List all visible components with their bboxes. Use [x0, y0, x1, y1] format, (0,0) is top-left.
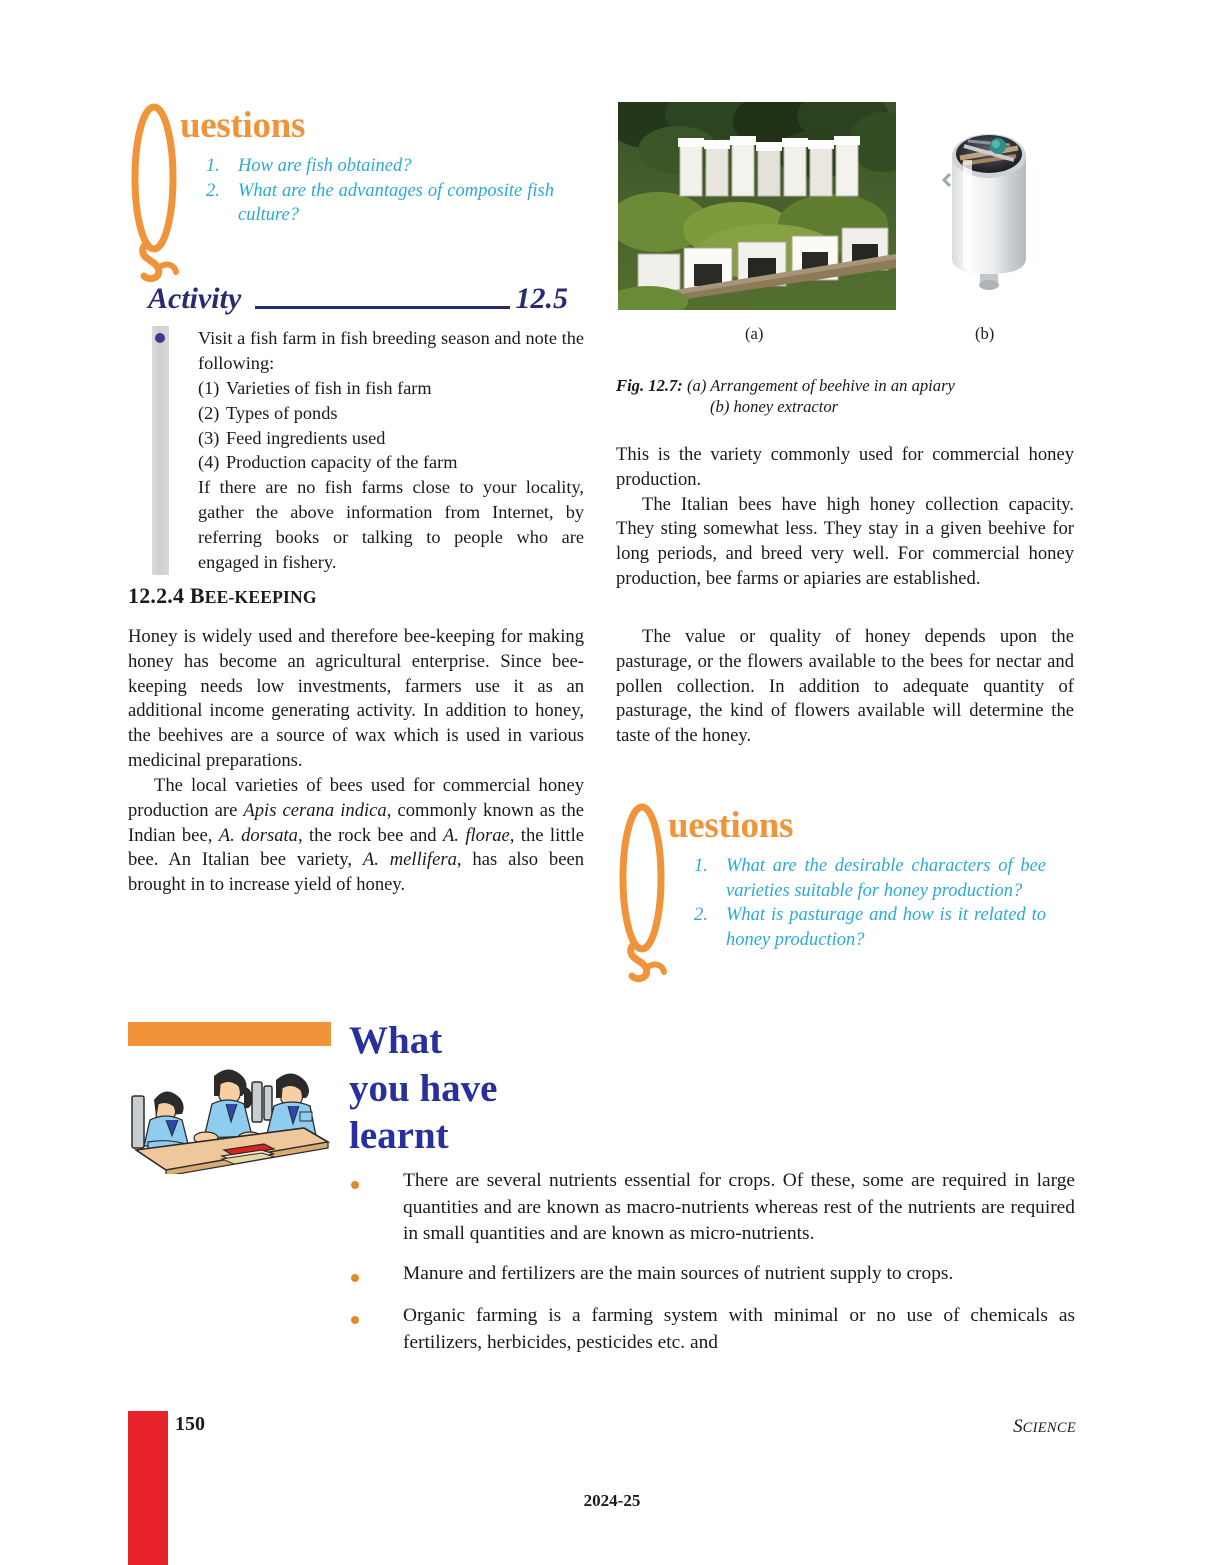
- question-q-icon: [128, 96, 184, 286]
- figure-beehive-apiary: [618, 102, 896, 310]
- figure-label-b: (b): [975, 324, 995, 343]
- page-number: 150: [175, 1413, 205, 1435]
- learnt-text: Organic farming is a farming system with minimal or no use of chemicals as fertilizers, herbicides, pesticides etc. and: [403, 1304, 1075, 1353]
- paragraph-italian-bees: The Italian bees have high honey collection capacity. They sting somewhat less. They stay in a given beehive for long periods, and breed very well. For commercial honey production, bee farms or apiaries are established.: [616, 493, 1074, 590]
- learnt-bullet-list: [351, 1168, 1075, 1369]
- figure-caption: [616, 375, 1076, 417]
- activity-side-bar: [152, 326, 169, 575]
- text-run: the rock bee and: [302, 824, 443, 846]
- subject-rest: CIENCE: [1022, 1420, 1076, 1436]
- bullet-icon: [351, 1303, 403, 1356]
- question-q-icon: [616, 796, 672, 986]
- title-line-1: What: [349, 1019, 443, 1062]
- section-title-rest: EE-KEEPING: [204, 587, 317, 607]
- section-number: 12.2.4: [128, 583, 185, 608]
- section-title-first-letter: B: [189, 583, 205, 608]
- figure-honey-extractor: [906, 98, 1072, 310]
- activity-sub-index: (1): [198, 377, 220, 398]
- activity-sub-index: (2): [198, 402, 220, 423]
- list-item: [351, 1261, 1075, 1290]
- text-run: , has also been brought in to increase yield of honey.: [128, 849, 584, 896]
- left-column-body: [128, 625, 584, 898]
- question-number: 1.: [694, 856, 708, 876]
- question-number: 1.: [206, 156, 220, 176]
- activity-sub-text: Feed ingredients used: [226, 427, 386, 448]
- list-item: [351, 1168, 1075, 1248]
- question-number: 2.: [206, 180, 220, 201]
- activity-sub-item: [198, 376, 584, 401]
- bullet-icon: [351, 1168, 403, 1248]
- subject-label: [1013, 1416, 1076, 1438]
- questions-block-bees: [616, 796, 1076, 996]
- paragraph-pasturage: The value or quality of honey depends upon the pasturage, or the flowers available to the bees for nectar and pollen collection. In addition to adequate quantity of pasturage, the kind of flowers available will determine the taste of the honey.: [616, 626, 1074, 747]
- right-column-body-top: [616, 443, 1074, 592]
- edition-year: 2024-25: [583, 1491, 641, 1510]
- question-number: 2.: [694, 905, 708, 926]
- figure-caption-b: (b) honey extractor: [710, 397, 839, 417]
- paragraph-honey-intro: Honey is widely used and therefore bee-keeping for making honey has become an agricultural enterprise. Since bee-keeping needs low investments, farmers use it as an additional income generating activity. In addition to honey, the beehives are a source of wax which is used in various medicinal preparations.: [128, 626, 584, 772]
- activity-sub-item: [198, 450, 584, 475]
- species-a-florae: A. florae,: [442, 824, 515, 846]
- question-item: [206, 179, 554, 228]
- activity-sub-text: Types of ponds: [226, 402, 338, 423]
- text-run: , commonly known as the Indian bee,: [128, 799, 584, 846]
- text-run: The local varieties of bees used for commercial honey production are: [128, 774, 584, 821]
- subject-first-letter: S: [1013, 1416, 1023, 1437]
- paragraph-variety: This is the variety commonly used for commercial honey production.: [616, 444, 1074, 490]
- species-apis-cerana-indica: Apis cerana indica: [243, 799, 387, 821]
- question-item: [694, 903, 1046, 952]
- activity-bullet-icon: [155, 333, 165, 343]
- activity-number: 12.5: [515, 282, 568, 315]
- question-text: How are fish obtained?: [238, 156, 412, 176]
- footer-red-bar: [128, 1411, 168, 1565]
- activity-sub-text: Varieties of fish in fish farm: [226, 377, 432, 398]
- figure-caption-a: (a) Arrangement of beehive in an apiary: [682, 376, 955, 395]
- activity-outro: If there are no fish farms close to your locality, gather the above information from Internet, by referring books or talking to people who are engaged in fishery.: [198, 477, 584, 572]
- questions-heading-2: uestions: [668, 805, 794, 846]
- activity-intro: Visit a fish farm in fish breeding season and note the following:: [198, 328, 584, 373]
- activity-sub-item: [198, 401, 584, 426]
- questions-list-2: [694, 854, 1046, 952]
- questions-block-fish: [128, 96, 578, 296]
- question-item: [694, 854, 1046, 903]
- activity-sub-item: [198, 426, 584, 451]
- what-you-have-learnt-title: [349, 1017, 589, 1160]
- question-item: [206, 154, 554, 179]
- activity-sub-index: (3): [198, 427, 220, 448]
- activity-rule: [255, 306, 509, 309]
- questions-list-1: [206, 154, 554, 228]
- question-text: What are the desirable characters of bee varieties suitable for honey production?: [726, 856, 1046, 901]
- question-text: What is pasturage and how is it related to honey production?: [726, 905, 1046, 950]
- activity-label: Activity: [148, 282, 242, 315]
- paragraph-bee-varieties: [128, 774, 584, 898]
- activity-heading: [148, 278, 568, 316]
- species-a-dorsata: A. dorsata,: [218, 824, 303, 846]
- list-item: [351, 1303, 1075, 1356]
- activity-text: [198, 326, 584, 575]
- learnt-text: Manure and fertilizers are the main sources of nutrient supply to crops.: [403, 1262, 954, 1284]
- activity-sub-text: Production capacity of the farm: [226, 452, 458, 473]
- right-column-body-bottom: [616, 625, 1074, 749]
- students-at-desk-illustration: [128, 1046, 334, 1174]
- activity-box: [150, 326, 584, 575]
- text-run: the little bee. An Italian bee variety,: [128, 824, 584, 871]
- section-heading-bee-keeping: [128, 583, 317, 609]
- bullet-icon: [351, 1261, 403, 1290]
- questions-heading-1: uestions: [180, 105, 306, 146]
- learnt-text: There are several nutrients essential for crops. Of these, some are required in large quantities and are known as macro-nutrients whereas rest of the nutrients are required in small quantities and are known as micro-nutrients.: [403, 1170, 1075, 1245]
- title-line-2: you have: [349, 1066, 498, 1110]
- species-a-mellifera: A. mellifera: [362, 849, 457, 871]
- learnt-orange-bar: [128, 1022, 331, 1046]
- activity-sub-index: (4): [198, 452, 220, 473]
- title-line-3: learnt: [349, 1114, 449, 1158]
- figure-label-a: (a): [745, 324, 764, 343]
- figure-caption-tag: Fig. 12.7:: [616, 376, 683, 395]
- question-text: What are the advantages of composite fish culture?: [238, 180, 554, 226]
